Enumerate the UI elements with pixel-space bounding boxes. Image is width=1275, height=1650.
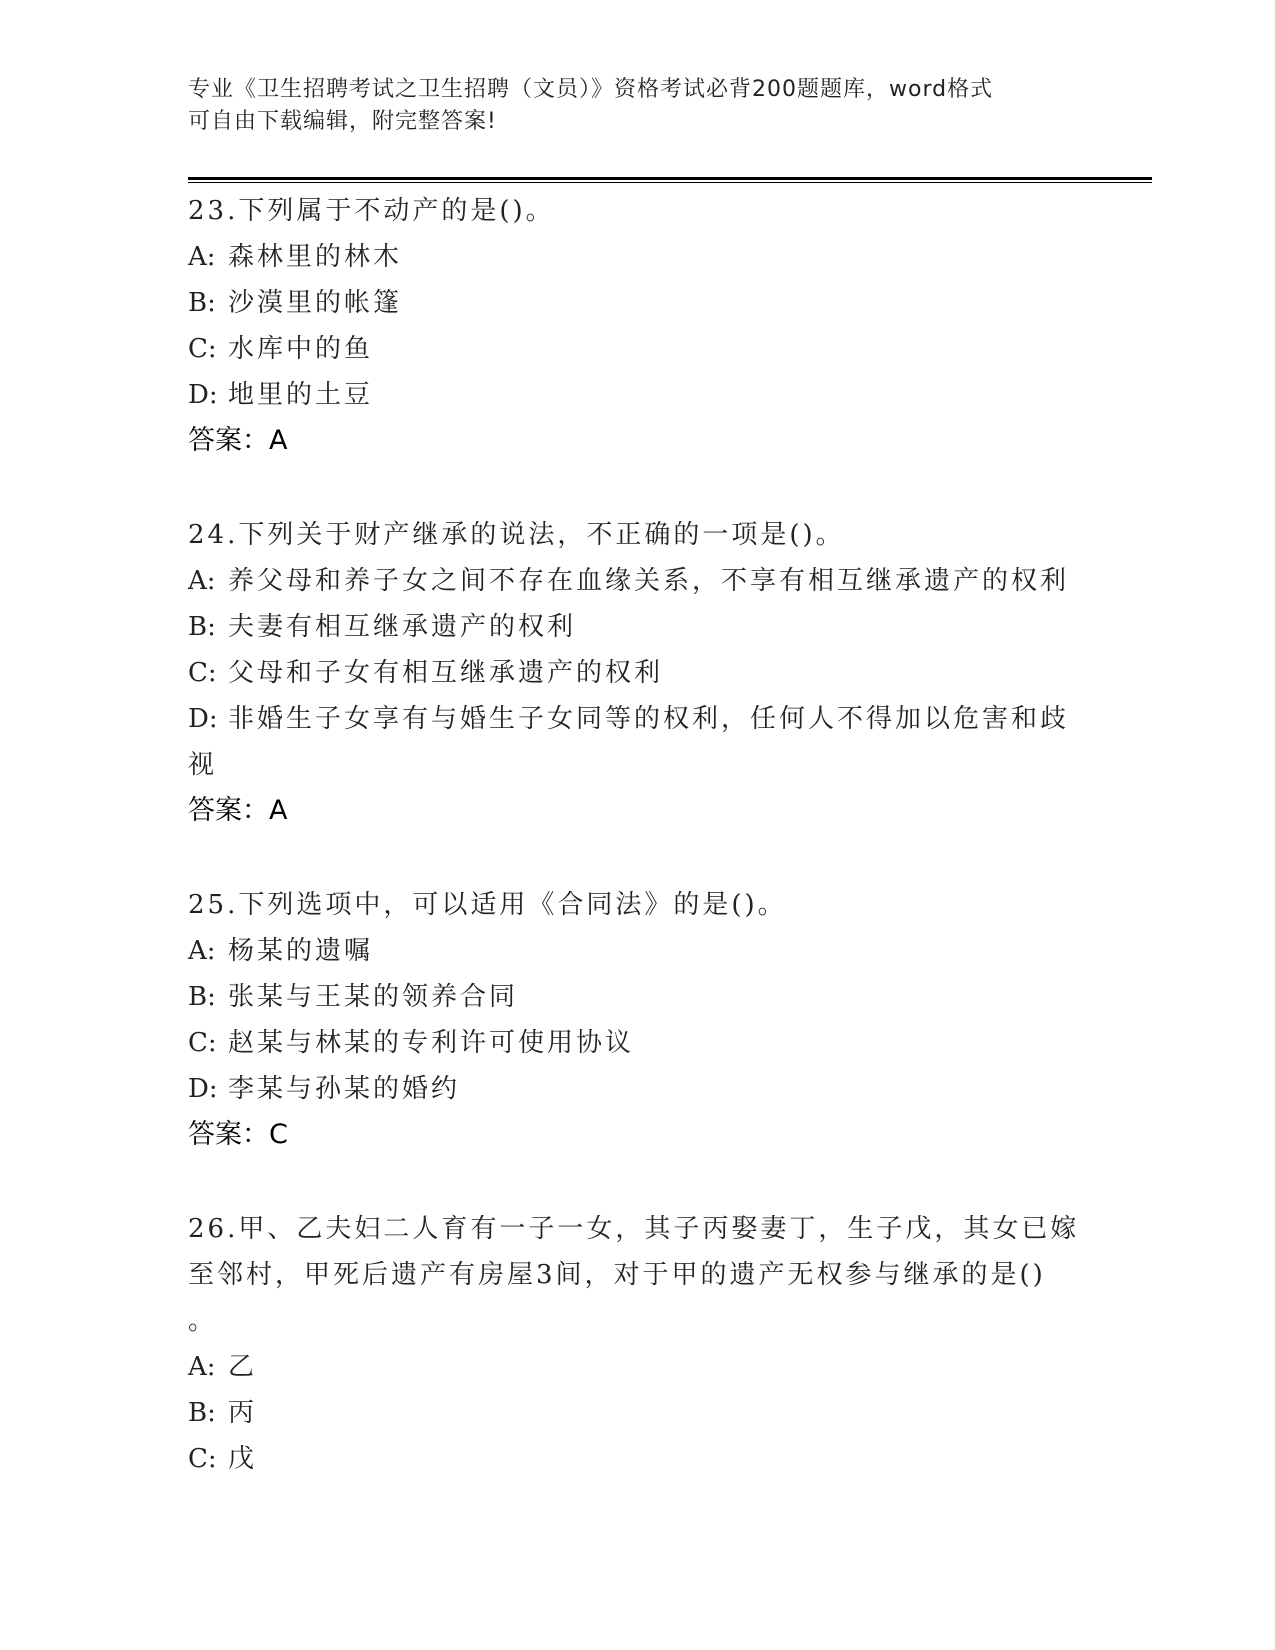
option-text: 非婚生子女享有与婚生子女同等的权利，任何人不得加以危害和歧	[228, 704, 1070, 734]
option-d	[188, 1066, 1088, 1112]
question-stem-line-3: 。	[188, 1306, 218, 1336]
answer-value: A	[269, 425, 288, 456]
option-c	[188, 326, 1088, 372]
header-divider-thin	[188, 182, 1152, 183]
option-letter: B:	[188, 982, 216, 1012]
option-letter: B:	[188, 612, 216, 642]
option-text: 养父母和养子女之间不存在血缘关系，不享有相互继承遗产的权利	[228, 566, 1070, 596]
option-letter: D:	[188, 1074, 218, 1104]
question-stem-line-2: 至邻村，甲死后遗产有房屋3间，对于甲的遗产无权参与继承的是()	[188, 1260, 1046, 1290]
option-b	[188, 604, 1088, 650]
option-b	[188, 974, 1088, 1020]
question-23	[188, 188, 1088, 464]
option-text: 杨某的遗嘱	[228, 936, 374, 966]
question-stem: 23.下列属于不动产的是()。	[188, 196, 555, 226]
option-a	[188, 558, 1088, 604]
option-letter: A:	[188, 566, 216, 596]
option-letter: A:	[188, 936, 216, 966]
answer-line	[188, 418, 1088, 464]
option-text: 戊	[228, 1444, 258, 1474]
option-c	[188, 1020, 1088, 1066]
option-text: 李某与孙某的婚约	[228, 1074, 461, 1104]
answer-line	[188, 788, 1088, 834]
header-title-line-2: 可自由下载编辑，附完整答案!	[188, 109, 497, 134]
option-text: 丙	[228, 1398, 258, 1428]
option-b	[188, 1390, 1088, 1436]
option-letter: C:	[188, 1444, 217, 1474]
option-a	[188, 234, 1088, 280]
header-title-line-1: 专业《卫生招聘考试之卫生招聘（文员）》资格考试必背200题题库，word格式	[188, 77, 994, 102]
option-text: 夫妻有相互继承遗产的权利	[228, 612, 577, 642]
question-25	[188, 882, 1088, 1158]
option-text: 乙	[228, 1352, 258, 1382]
option-text: 沙漠里的帐篷	[228, 288, 403, 318]
answer-label: 答案：	[188, 795, 269, 826]
answer-label: 答案：	[188, 425, 269, 456]
option-letter: D:	[188, 380, 218, 410]
option-a	[188, 1344, 1088, 1390]
document-header	[188, 74, 1068, 138]
option-c	[188, 650, 1088, 696]
option-letter: C:	[188, 334, 217, 364]
option-letter: C:	[188, 658, 217, 688]
question-stem: 25.下列选项中，可以适用《合同法》的是()。	[188, 890, 787, 920]
option-a	[188, 928, 1088, 974]
option-letter: B:	[188, 288, 216, 318]
option-text: 森林里的林木	[228, 242, 403, 272]
option-text: 水库中的鱼	[228, 334, 374, 364]
question-stem: 24.下列关于财产继承的说法，不正确的一项是()。	[188, 520, 845, 550]
option-text: 地里的土豆	[228, 380, 374, 410]
answer-line	[188, 1112, 1088, 1158]
option-text: 张某与王某的领养合同	[228, 982, 519, 1012]
option-letter: A:	[188, 242, 216, 272]
option-b	[188, 280, 1088, 326]
answer-value: A	[269, 795, 288, 826]
option-d	[188, 696, 1088, 742]
question-stem-line-1: 26.甲、乙夫妇二人育有一子一女，其子丙娶妻丁，生子戊，其女已嫁	[188, 1214, 1080, 1244]
answer-label: 答案：	[188, 1119, 269, 1150]
option-text: 父母和子女有相互继承遗产的权利	[228, 658, 664, 688]
option-d-wrapped-tail: 视	[188, 750, 218, 780]
header-divider-thick	[188, 177, 1152, 180]
answer-value: C	[269, 1119, 288, 1150]
question-26	[188, 1206, 1088, 1482]
option-letter: A:	[188, 1352, 216, 1382]
option-text: 赵某与林某的专利许可使用协议	[228, 1028, 635, 1058]
question-24	[188, 512, 1088, 834]
option-c	[188, 1436, 1088, 1482]
option-letter: B:	[188, 1398, 216, 1428]
option-letter: C:	[188, 1028, 217, 1058]
question-list	[188, 188, 1088, 1530]
option-d	[188, 372, 1088, 418]
option-letter: D:	[188, 704, 218, 734]
